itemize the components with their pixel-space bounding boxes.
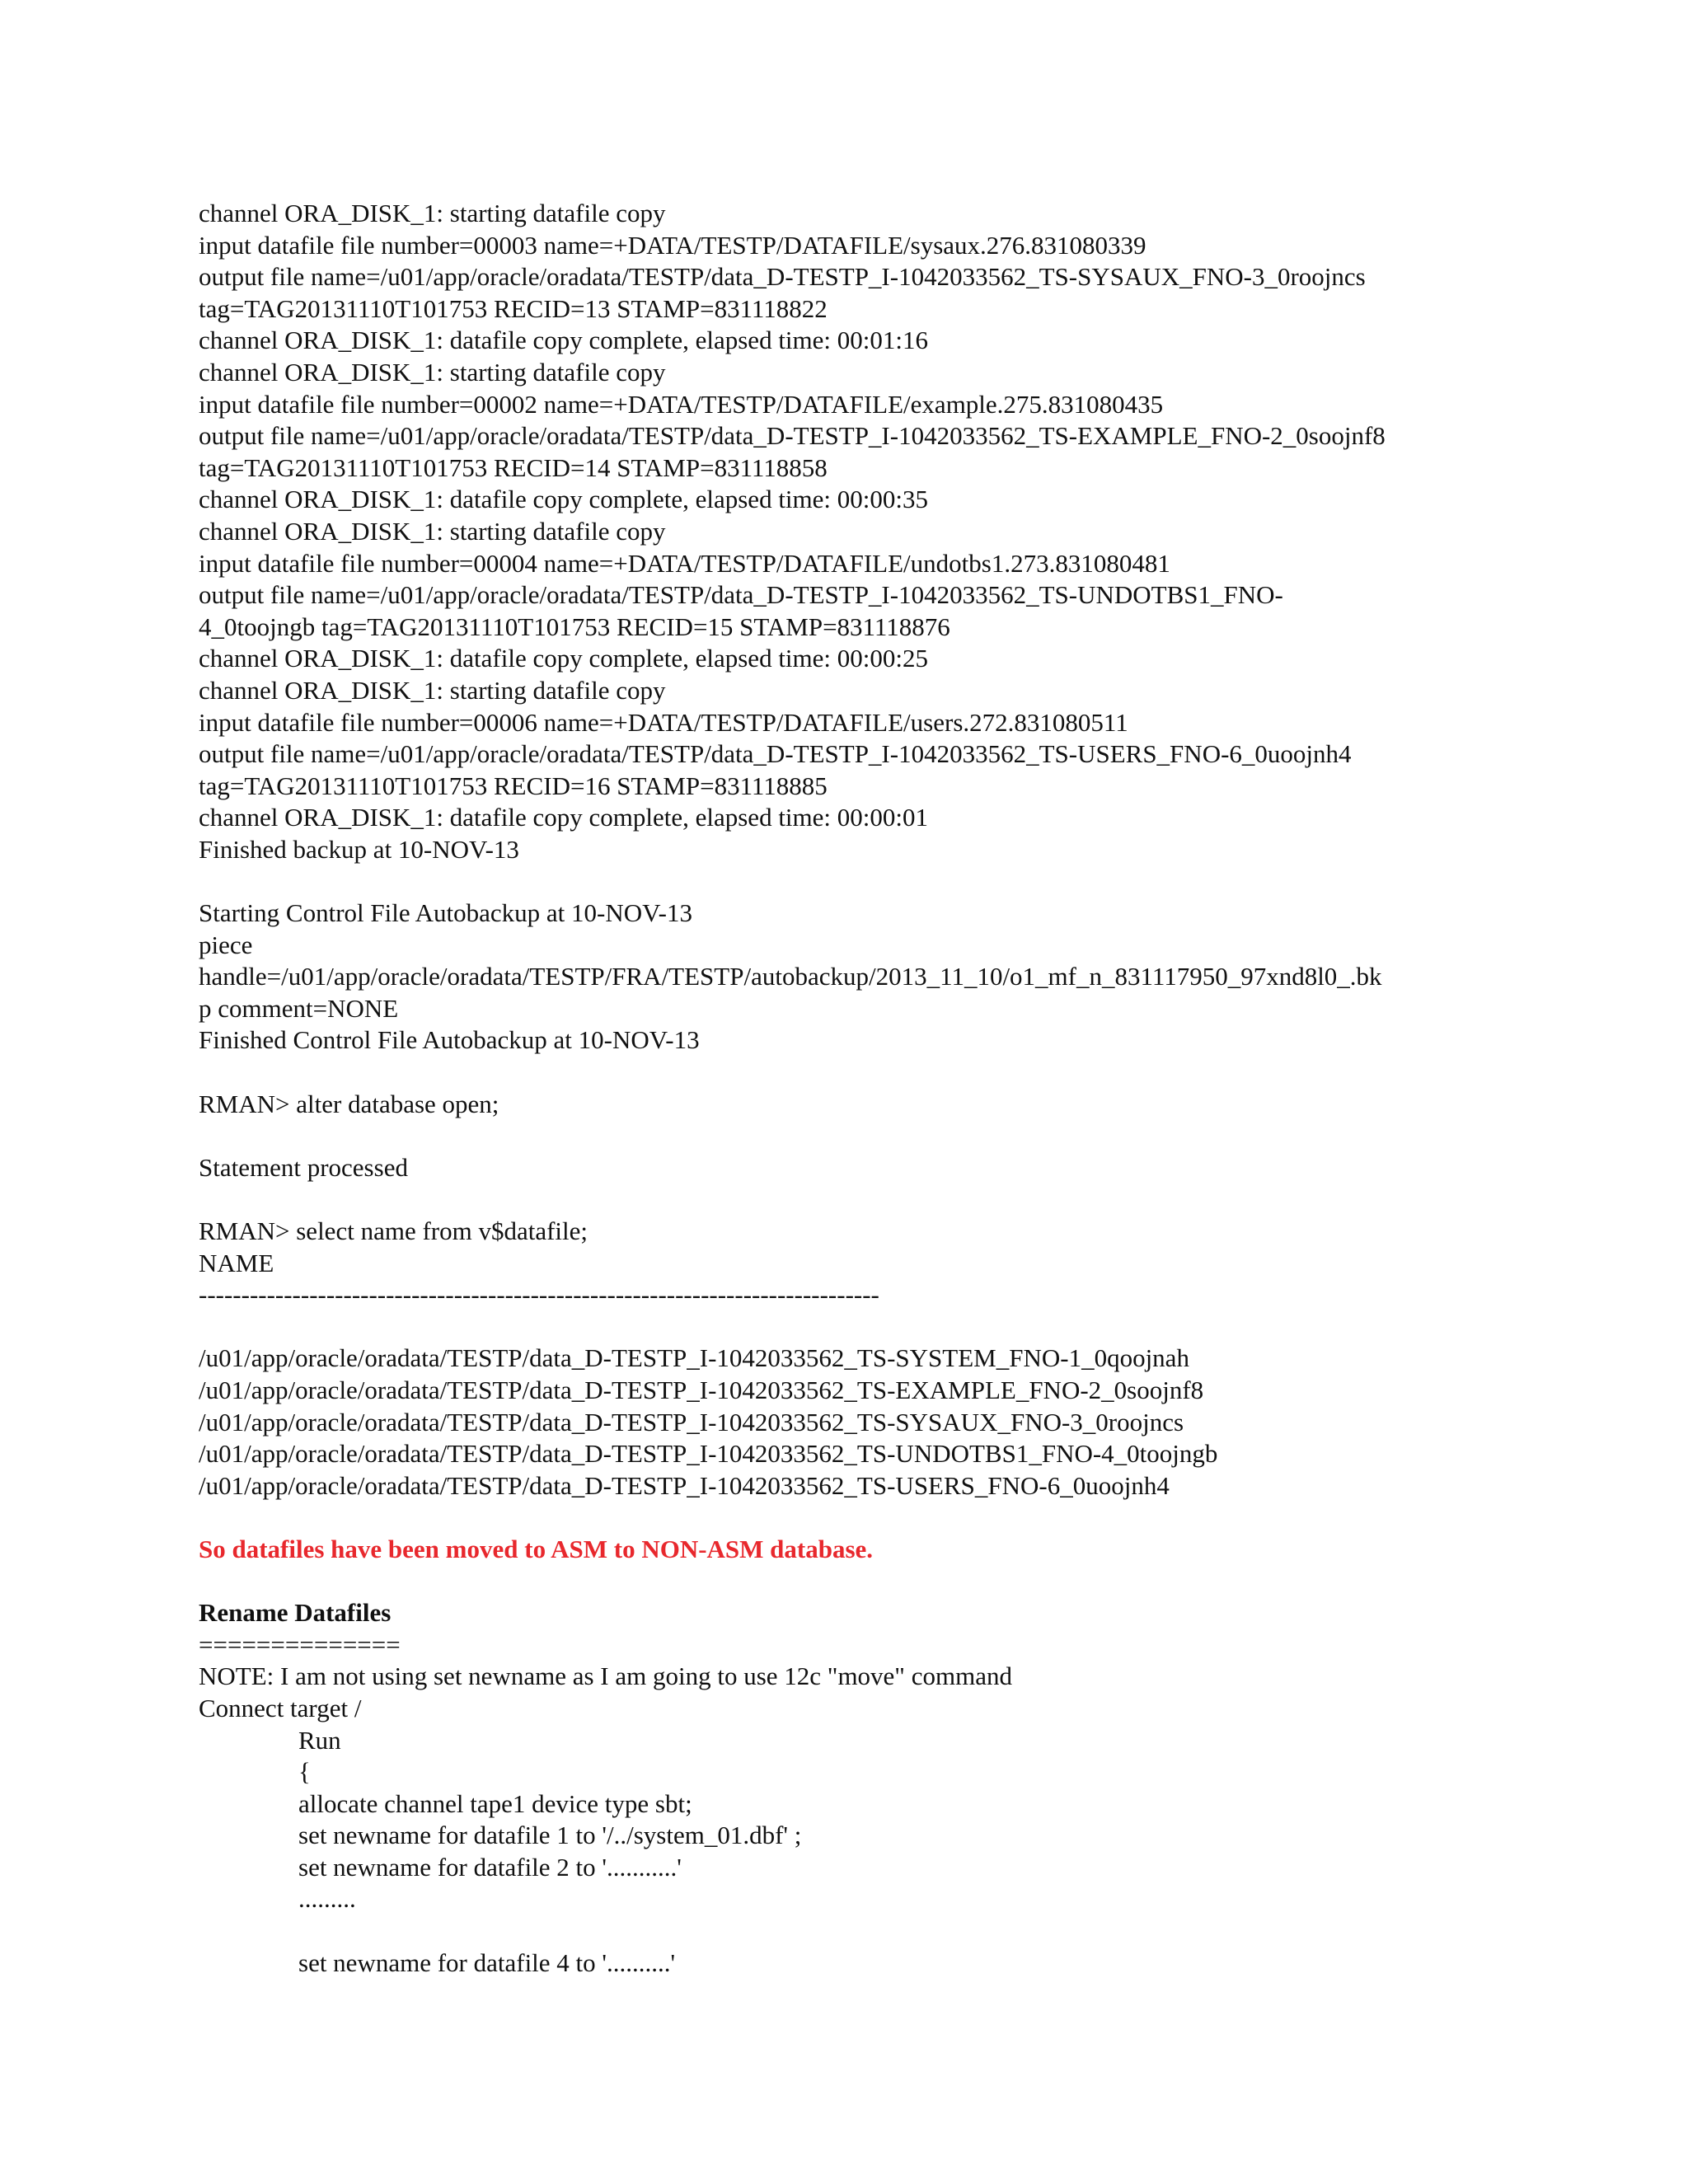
log-line: input datafile file number=00004 name=+DATA/TESTP/DATAFILE/undotbs1.273.831080481 <box>199 548 1170 578</box>
script-line: allocate channel tape1 device type sbt; <box>298 1788 692 1818</box>
autobackup-block <box>199 898 1501 1057</box>
autobackup-line: p comment=NONE <box>199 993 399 1023</box>
log-line: channel ORA_DISK_1: datafile copy complete, elapsed time: 00:01:16 <box>199 326 928 355</box>
blank-line <box>199 1502 1501 1534</box>
log-line: 4_0toojngb tag=TAG20131110T101753 RECID=15 STAMP=831118876 <box>199 612 950 641</box>
autobackup-line: Finished Control File Autobackup at 10-NOV-13 <box>199 1025 700 1055</box>
datafile-name: /u01/app/oracle/oradata/TESTP/data_D-TESTP_I-1042033562_TS-UNDOTBS1_FNO-4_0toojngb <box>199 1439 1218 1469</box>
log-line: channel ORA_DISK_1: datafile copy complete, elapsed time: 00:00:25 <box>199 644 928 673</box>
connect-target-line: Connect target / <box>199 1693 362 1722</box>
blank-line <box>199 1183 1501 1216</box>
log-line: tag=TAG20131110T101753 RECID=16 STAMP=831118885 <box>199 771 828 800</box>
rman-run-script <box>199 1725 1501 1980</box>
blank-line <box>199 1057 1501 1089</box>
datafile-name: /u01/app/oracle/oradata/TESTP/data_D-TESTP_I-1042033562_TS-SYSAUX_FNO-3_0roojncs <box>199 1407 1184 1436</box>
autobackup-line: piece <box>199 930 253 959</box>
blank-line <box>298 1915 1501 1947</box>
alter-database-command: RMAN> alter database open; <box>199 1089 499 1118</box>
log-line: input datafile file number=00003 name=+DATA/TESTP/DATAFILE/sysaux.276.831080339 <box>199 230 1146 260</box>
blank-line <box>199 1120 1501 1152</box>
section-heading: Rename Datafiles <box>199 1598 392 1628</box>
autobackup-line: handle=/u01/app/oracle/oradata/TESTP/FRA/TESTP/autobackup/2013_11_10/o1_mf_n_831117950_97xnd8l0_.bk <box>199 962 1382 991</box>
note-line: NOTE: I am not using set newname as I am going to use 12c "move" command <box>199 1661 1012 1691</box>
log-line: Finished backup at 10-NOV-13 <box>199 834 519 864</box>
document-page <box>199 198 1501 1979</box>
log-line: tag=TAG20131110T101753 RECID=13 STAMP=831118822 <box>199 293 828 323</box>
statement-processed-text: Statement processed <box>199 1152 408 1182</box>
log-line: output file name=/u01/app/oracle/oradata/TESTP/data_D-TESTP_I-1042033562_TS-UNDOTBS1_FNO- <box>199 580 1283 610</box>
script-line: ......... <box>298 1884 356 1914</box>
rman-log-block <box>199 198 1501 865</box>
script-line: { <box>298 1757 311 1787</box>
datafile-name: /u01/app/oracle/oradata/TESTP/data_D-TESTP_I-1042033562_TS-USERS_FNO-6_0uoojnh4 <box>199 1470 1170 1500</box>
log-line: channel ORA_DISK_1: starting datafile copy <box>199 516 666 546</box>
script-line: set newname for datafile 2 to '...........' <box>298 1852 682 1882</box>
log-line: output file name=/u01/app/oracle/oradata/TESTP/data_D-TESTP_I-1042033562_TS-SYSAUX_FNO-3_0roojncs <box>199 262 1366 292</box>
dash-separator: -------------------------------------------------------------------------------- <box>199 1280 879 1310</box>
script-line: set newname for datafile 4 to '..........' <box>298 1947 676 1977</box>
script-line: set newname for datafile 1 to '/../system_01.dbf' ; <box>298 1821 802 1850</box>
datafile-name-list <box>199 1343 1501 1502</box>
select-datafile-command: RMAN> select name from v$datafile; <box>199 1216 588 1245</box>
highlight-note: So datafiles have been moved to ASM to NON-ASM database. <box>199 1534 874 1563</box>
log-line: channel ORA_DISK_1: datafile copy complete, elapsed time: 00:00:35 <box>199 485 928 514</box>
datafile-name: /u01/app/oracle/oradata/TESTP/data_D-TESTP_I-1042033562_TS-EXAMPLE_FNO-2_0soojnf8 <box>199 1375 1204 1404</box>
log-line: input datafile file number=00006 name=+DATA/TESTP/DATAFILE/users.272.831080511 <box>199 707 1128 737</box>
log-line: channel ORA_DISK_1: starting datafile copy <box>199 199 666 227</box>
name-column-header: NAME <box>199 1248 274 1277</box>
log-line: channel ORA_DISK_1: datafile copy complete, elapsed time: 00:00:01 <box>199 803 928 832</box>
log-line: tag=TAG20131110T101753 RECID=14 STAMP=831118858 <box>199 452 828 482</box>
blank-line <box>199 1311 1501 1343</box>
autobackup-line: Starting Control File Autobackup at 10-NOV-13 <box>199 898 693 928</box>
log-line: channel ORA_DISK_1: starting datafile copy <box>199 357 666 387</box>
blank-line <box>199 865 1501 898</box>
script-line: Run <box>298 1725 341 1755</box>
log-line: input datafile file number=00002 name=+DATA/TESTP/DATAFILE/example.275.831080435 <box>199 389 1164 419</box>
log-line: output file name=/u01/app/oracle/oradata/TESTP/data_D-TESTP_I-1042033562_TS-USERS_FNO-6_0uoojnh4 <box>199 739 1352 769</box>
log-line: output file name=/u01/app/oracle/oradata/TESTP/data_D-TESTP_I-1042033562_TS-EXAMPLE_FNO-2_0soojnf8 <box>199 421 1386 451</box>
datafile-name: /u01/app/oracle/oradata/TESTP/data_D-TESTP_I-1042033562_TS-SYSTEM_FNO-1_0qoojnah <box>199 1343 1189 1373</box>
heading-underline: ============== <box>199 1629 401 1659</box>
log-line: channel ORA_DISK_1: starting datafile copy <box>199 675 666 705</box>
blank-line <box>199 1566 1501 1598</box>
